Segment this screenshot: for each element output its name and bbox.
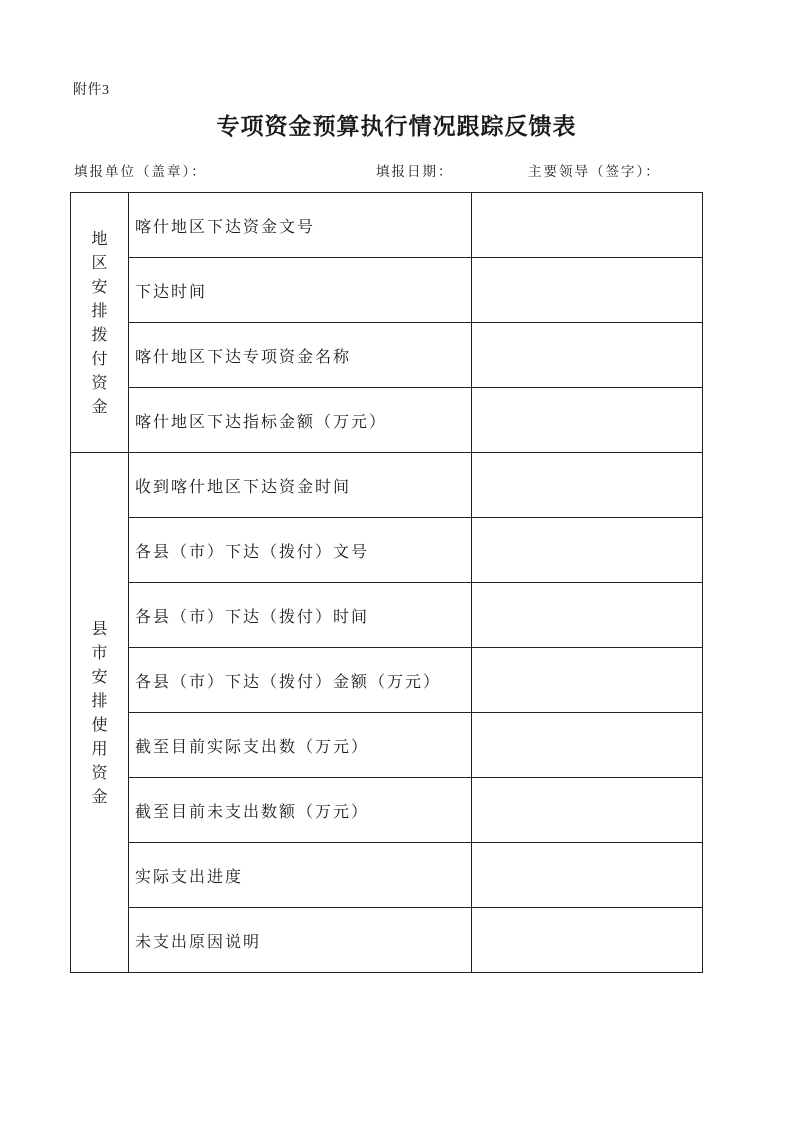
value-cell[interactable] (472, 453, 703, 518)
row-label: 各县（市）下达（拨付）时间 (129, 583, 472, 648)
row-label: 收到喀什地区下达资金时间 (129, 453, 472, 518)
table-row (71, 193, 703, 258)
table-row (71, 453, 703, 518)
section-header-county-funds (71, 453, 129, 973)
section-header-regional-funds (71, 193, 129, 453)
value-cell[interactable] (472, 518, 703, 583)
table-row (71, 583, 703, 648)
value-cell[interactable] (472, 843, 703, 908)
section-title: 县市安排使用资金 (91, 618, 108, 806)
table-row (71, 648, 703, 713)
row-label: 实际支出进度 (129, 843, 472, 908)
reporting-date-label: 填报日期： (376, 164, 454, 180)
value-cell[interactable] (472, 258, 703, 323)
row-label: 截至目前实际支出数（万元） (129, 713, 472, 778)
row-label: 下达时间 (129, 258, 472, 323)
table-row (71, 908, 703, 973)
annex-label: 附件3 (73, 83, 110, 98)
value-cell[interactable] (472, 778, 703, 843)
row-label: 截至目前未支出数额（万元） (129, 778, 472, 843)
value-cell[interactable] (472, 908, 703, 973)
table-row (71, 843, 703, 908)
row-label: 喀什地区下达资金文号 (129, 193, 472, 258)
section-title: 地区安排拨付资金 (91, 228, 108, 416)
row-label: 各县（市）下达（拨付）金额（万元） (129, 648, 472, 713)
leader-signature-label: 主要领导（签字）： (528, 164, 661, 180)
value-cell[interactable] (472, 323, 703, 388)
feedback-form-table (70, 192, 703, 973)
value-cell[interactable] (472, 713, 703, 778)
value-cell[interactable] (472, 388, 703, 453)
table-row (71, 713, 703, 778)
value-cell[interactable] (472, 193, 703, 258)
row-label: 各县（市）下达（拨付）文号 (129, 518, 472, 583)
table-row (71, 258, 703, 323)
table-row (71, 388, 703, 453)
row-label: 未支出原因说明 (129, 908, 472, 973)
row-label: 喀什地区下达指标金额（万元） (129, 388, 472, 453)
table-row (71, 323, 703, 388)
page-title: 专项资金预算执行情况跟踪反馈表 (216, 114, 577, 140)
value-cell[interactable] (472, 583, 703, 648)
table-row (71, 778, 703, 843)
table-row (71, 518, 703, 583)
value-cell[interactable] (472, 648, 703, 713)
row-label: 喀什地区下达专项资金名称 (129, 323, 472, 388)
reporting-unit-label: 填报单位（盖章）： (74, 164, 207, 180)
